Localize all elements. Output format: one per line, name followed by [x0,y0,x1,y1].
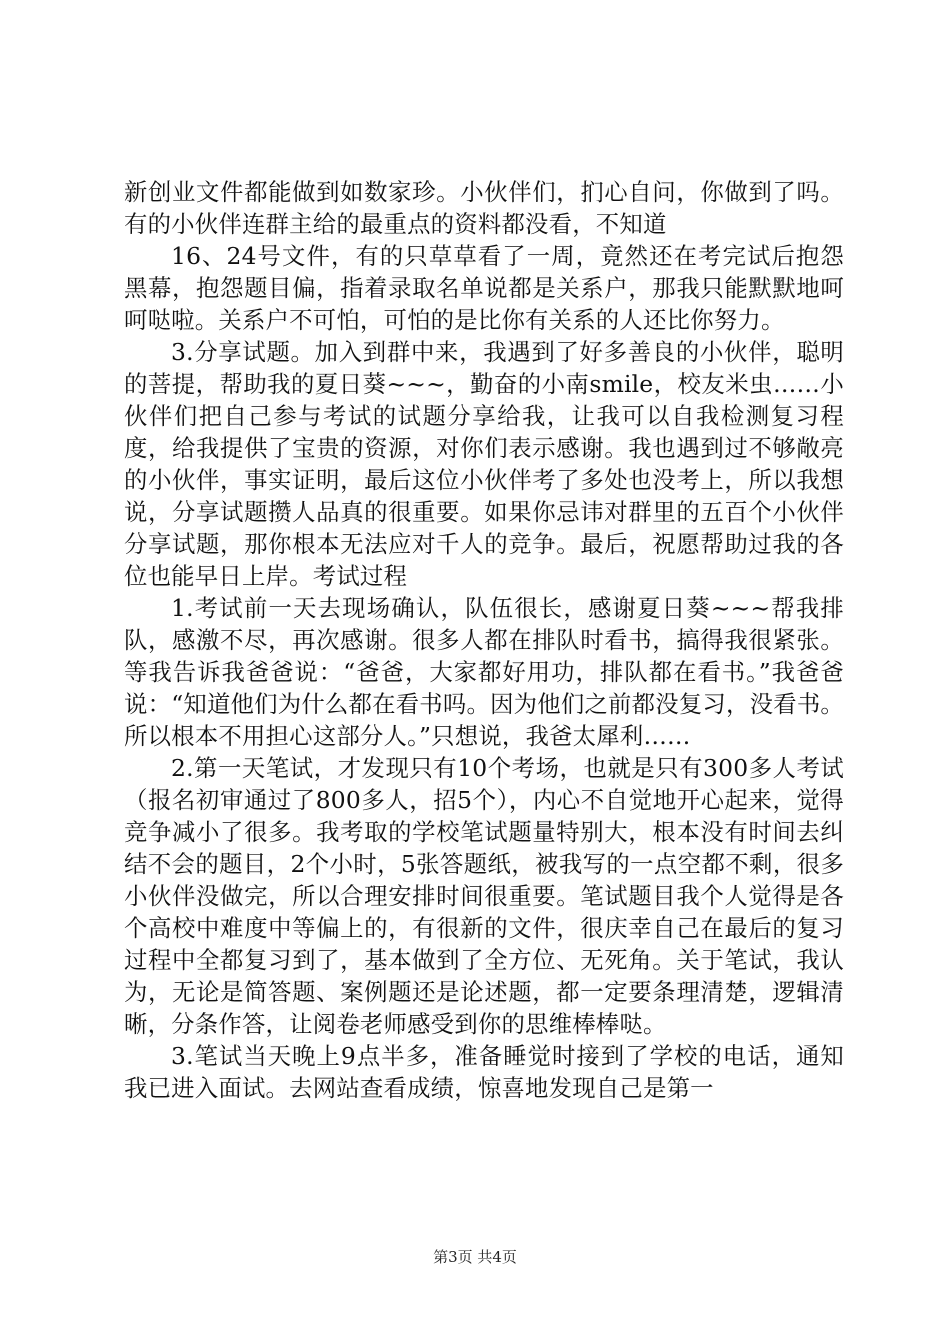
paragraph-2: 16、24号文件，有的只草草看了一周，竟然还在考完试后抱怨黑幕，抱怨题目偏，指着录取名单说都是关系户，那我只能默默地呵呵哒啦。关系户不可怕，可怕的是比你有关系的人还比你努力。 [124,242,844,334]
document-body [124,176,844,1104]
paragraph-1: 新创业文件都能做到如数家珍。小伙伴们，扪心自问，你做到了吗。有的小伙伴连群主给的最重点的资料都没看，不知道 [124,178,844,238]
page-footer [0,1247,950,1267]
paragraph-5: 2.第一天笔试，才发现只有10个考场，也就是只有300多人考试（报名初审通过了800多人，招5个），内心不自觉地开心起来，觉得竞争减小了很多。我考取的学校笔试题量特别大，根本没有时间去纠结不会的题目，2个小时，5张答题纸，被我写的一点空都不剩，很多小伙伴没做完，所以合理安排时间很重要。笔试题目我个人觉得是各个高校中难度中等偏上的，有很新的文件，很庆幸自己在最后的复习过程中全都复习到了，基本做到了全方位、无死角。关于笔试，我认为，无论是简答题、案例题还是论述题，都一定要条理清楚，逻辑清晰，分条作答，让阅卷老师感受到你的思维棒棒哒。 [124,754,844,1038]
paragraph-6: 3.笔试当天晚上9点半多，准备睡觉时接到了学校的电话，通知我已进入面试。去网站查看成绩，惊喜地发现自己是第一 [124,1042,844,1102]
page-number: 第3页 共4页 [433,1248,517,1266]
paragraph-3: 3.分享试题。加入到群中来，我遇到了好多善良的小伙伴，聪明的菩提，帮助我的夏日葵~~~，勤奋的小南smile，校友米虫……小伙伴们把自己参与考试的试题分享给我，让我可以自我检测复习程度，给我提供了宝贵的资源，对你们表示感谢。我也遇到过不够敞亮的小伙伴，事实证明，最后这位小伙伴考了多处也没考上，所以我想说，分享试题攒人品真的很重要。如果你忌讳对群里的五百个小伙伴分享试题，那你根本无法应对千人的竞争。最后，祝愿帮助过我的各位也能早日上岸。考试过程 [124,338,844,590]
paragraph-4: 1.考试前一天去现场确认，队伍很长，感谢夏日葵~~~帮我排队，感激不尽，再次感谢。很多人都在排队时看书，搞得我很紧张。等我告诉我爸爸说：“爸爸，大家都好用功，排队都在看书。”我爸爸说：“知道他们为什么都在看书吗。因为他们之前都没复习，没看书。所以根本不用担心这部分人。”只想说，我爸太犀利…… [124,594,844,750]
